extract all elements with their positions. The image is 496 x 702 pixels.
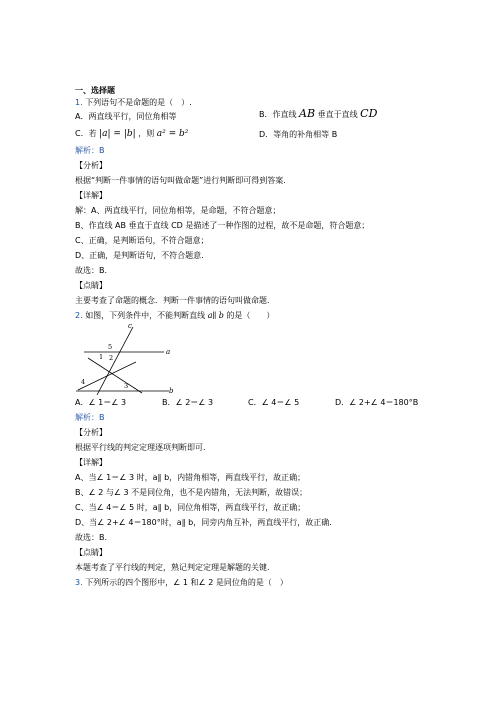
- math-square-eq: a² = b²: [156, 129, 189, 139]
- math-cd: CD: [360, 107, 378, 120]
- q2-stem-prefix: 如图，下列条件中，不能判断直线: [85, 311, 206, 320]
- option-b-middle: 垂直于直线: [317, 110, 358, 119]
- q2-detail-line-3: C、当∠ 4＝∠ 5 时，a∥ b，同位角相等，两直线平行，故正确；: [75, 503, 306, 512]
- q1-detail-line-3: C、正确，是判断语句，不符合题意；: [75, 236, 209, 245]
- q2-detail-line-4: D、当∠ 2+∠ 4＝180°时，a∥ b，同旁内角互补，两直线平行，故正确.: [75, 518, 332, 527]
- q1-detail-label: 【详解】: [75, 191, 107, 200]
- label-a: a: [166, 348, 171, 356]
- q1-detail-line-2: B、作直线 AB 垂直于直线 CD 是描述了一种作图的过程，故不是命题，符合题意；: [75, 221, 370, 230]
- q1-option-d: D．等角的补角相等 B: [259, 130, 338, 139]
- math-ab: AB: [299, 107, 316, 120]
- q2-remark-text: 本题考查了平行线的判定，熟记判定定理是解题的关键.: [75, 563, 270, 572]
- angle-4: 4: [81, 378, 86, 386]
- angle-1: 1: [99, 353, 104, 361]
- section-heading: 一、选择题: [75, 86, 115, 95]
- q1-answer: 解析：B: [75, 146, 105, 155]
- option-b-prefix: B．作直线: [259, 110, 297, 119]
- q1-option-c: [75, 129, 188, 139]
- q1-detail-line-4: D、正确，是判断语句，不符合题意.: [75, 251, 204, 260]
- q1-detail-line-1: 解：A、两直线平行，同位角相等，是命题，不符合题意；: [75, 206, 281, 215]
- question-stem: 下列所示的四个图形中，∠ 1 和∠ 2 是同位角的是（ ）: [85, 578, 288, 587]
- label-b: b: [169, 387, 174, 395]
- parallel-lines-figure: [74, 318, 184, 398]
- q2-answer: 解析：B: [75, 413, 105, 422]
- q1-analysis-text: 根据“判断一件事情的语句叫做命题”进行判断即可得到答案.: [75, 176, 286, 185]
- q2-option-c: C．∠ 4＝∠ 5: [248, 398, 300, 407]
- q1-option-b: [259, 109, 377, 120]
- q1-analysis-label: 【分析】: [75, 161, 107, 170]
- q1-conclusion: 故选：B.: [75, 266, 108, 275]
- question-3-stem: [75, 578, 288, 588]
- question-number: 1.: [75, 98, 83, 107]
- q2-detail-line-2: B、∠ 2 与∠ 3 不是同位角，也不是内错角，无法判断，故错误；: [75, 488, 308, 497]
- angle-3: 3: [124, 382, 129, 390]
- question-number: 3.: [75, 578, 83, 587]
- q2-stem-math: a∥ b: [207, 311, 224, 320]
- label-c: c: [128, 322, 132, 330]
- q2-stem-suffix: 的是（ ）: [226, 311, 275, 320]
- question-1-stem: [75, 98, 192, 108]
- q2-analysis-label: 【分析】: [75, 428, 107, 437]
- q2-detail-line-1: A、当∠ 1＝∠ 3 时，a∥ b，内错角相等，两直线平行，故正确；: [75, 473, 306, 482]
- option-c-middle: ，则: [138, 129, 155, 138]
- math-abs-eq: |a| = |b|: [99, 129, 136, 139]
- question-number: 2.: [75, 311, 83, 320]
- q2-detail-label: 【详解】: [75, 458, 107, 467]
- angle-5: 5: [108, 343, 113, 351]
- q2-option-d: D．∠ 2+∠ 4＝180°B: [335, 398, 419, 407]
- q2-remark-label: 【点睛】: [75, 548, 107, 557]
- q2-conclusion: 故选：B.: [75, 533, 108, 542]
- q1-remark-text: 主要考查了命题的概念．判断一件事情的语句叫做命题.: [75, 296, 270, 305]
- angle-2: 2: [109, 354, 114, 362]
- question-stem: 下列语句不是命题的是（ ）.: [85, 98, 192, 107]
- q2-analysis-text: 根据平行线的判定定理逐项判断即可.: [75, 443, 206, 452]
- q2-option-a: A．∠ 1＝∠ 3: [75, 398, 127, 407]
- option-c-prefix: C．若: [75, 129, 97, 138]
- q1-option-a: A．两直线平行，同位角相等: [75, 112, 177, 121]
- q1-remark-label: 【点睛】: [75, 281, 107, 290]
- q2-option-b: B．∠ 2＝∠ 3: [162, 398, 214, 407]
